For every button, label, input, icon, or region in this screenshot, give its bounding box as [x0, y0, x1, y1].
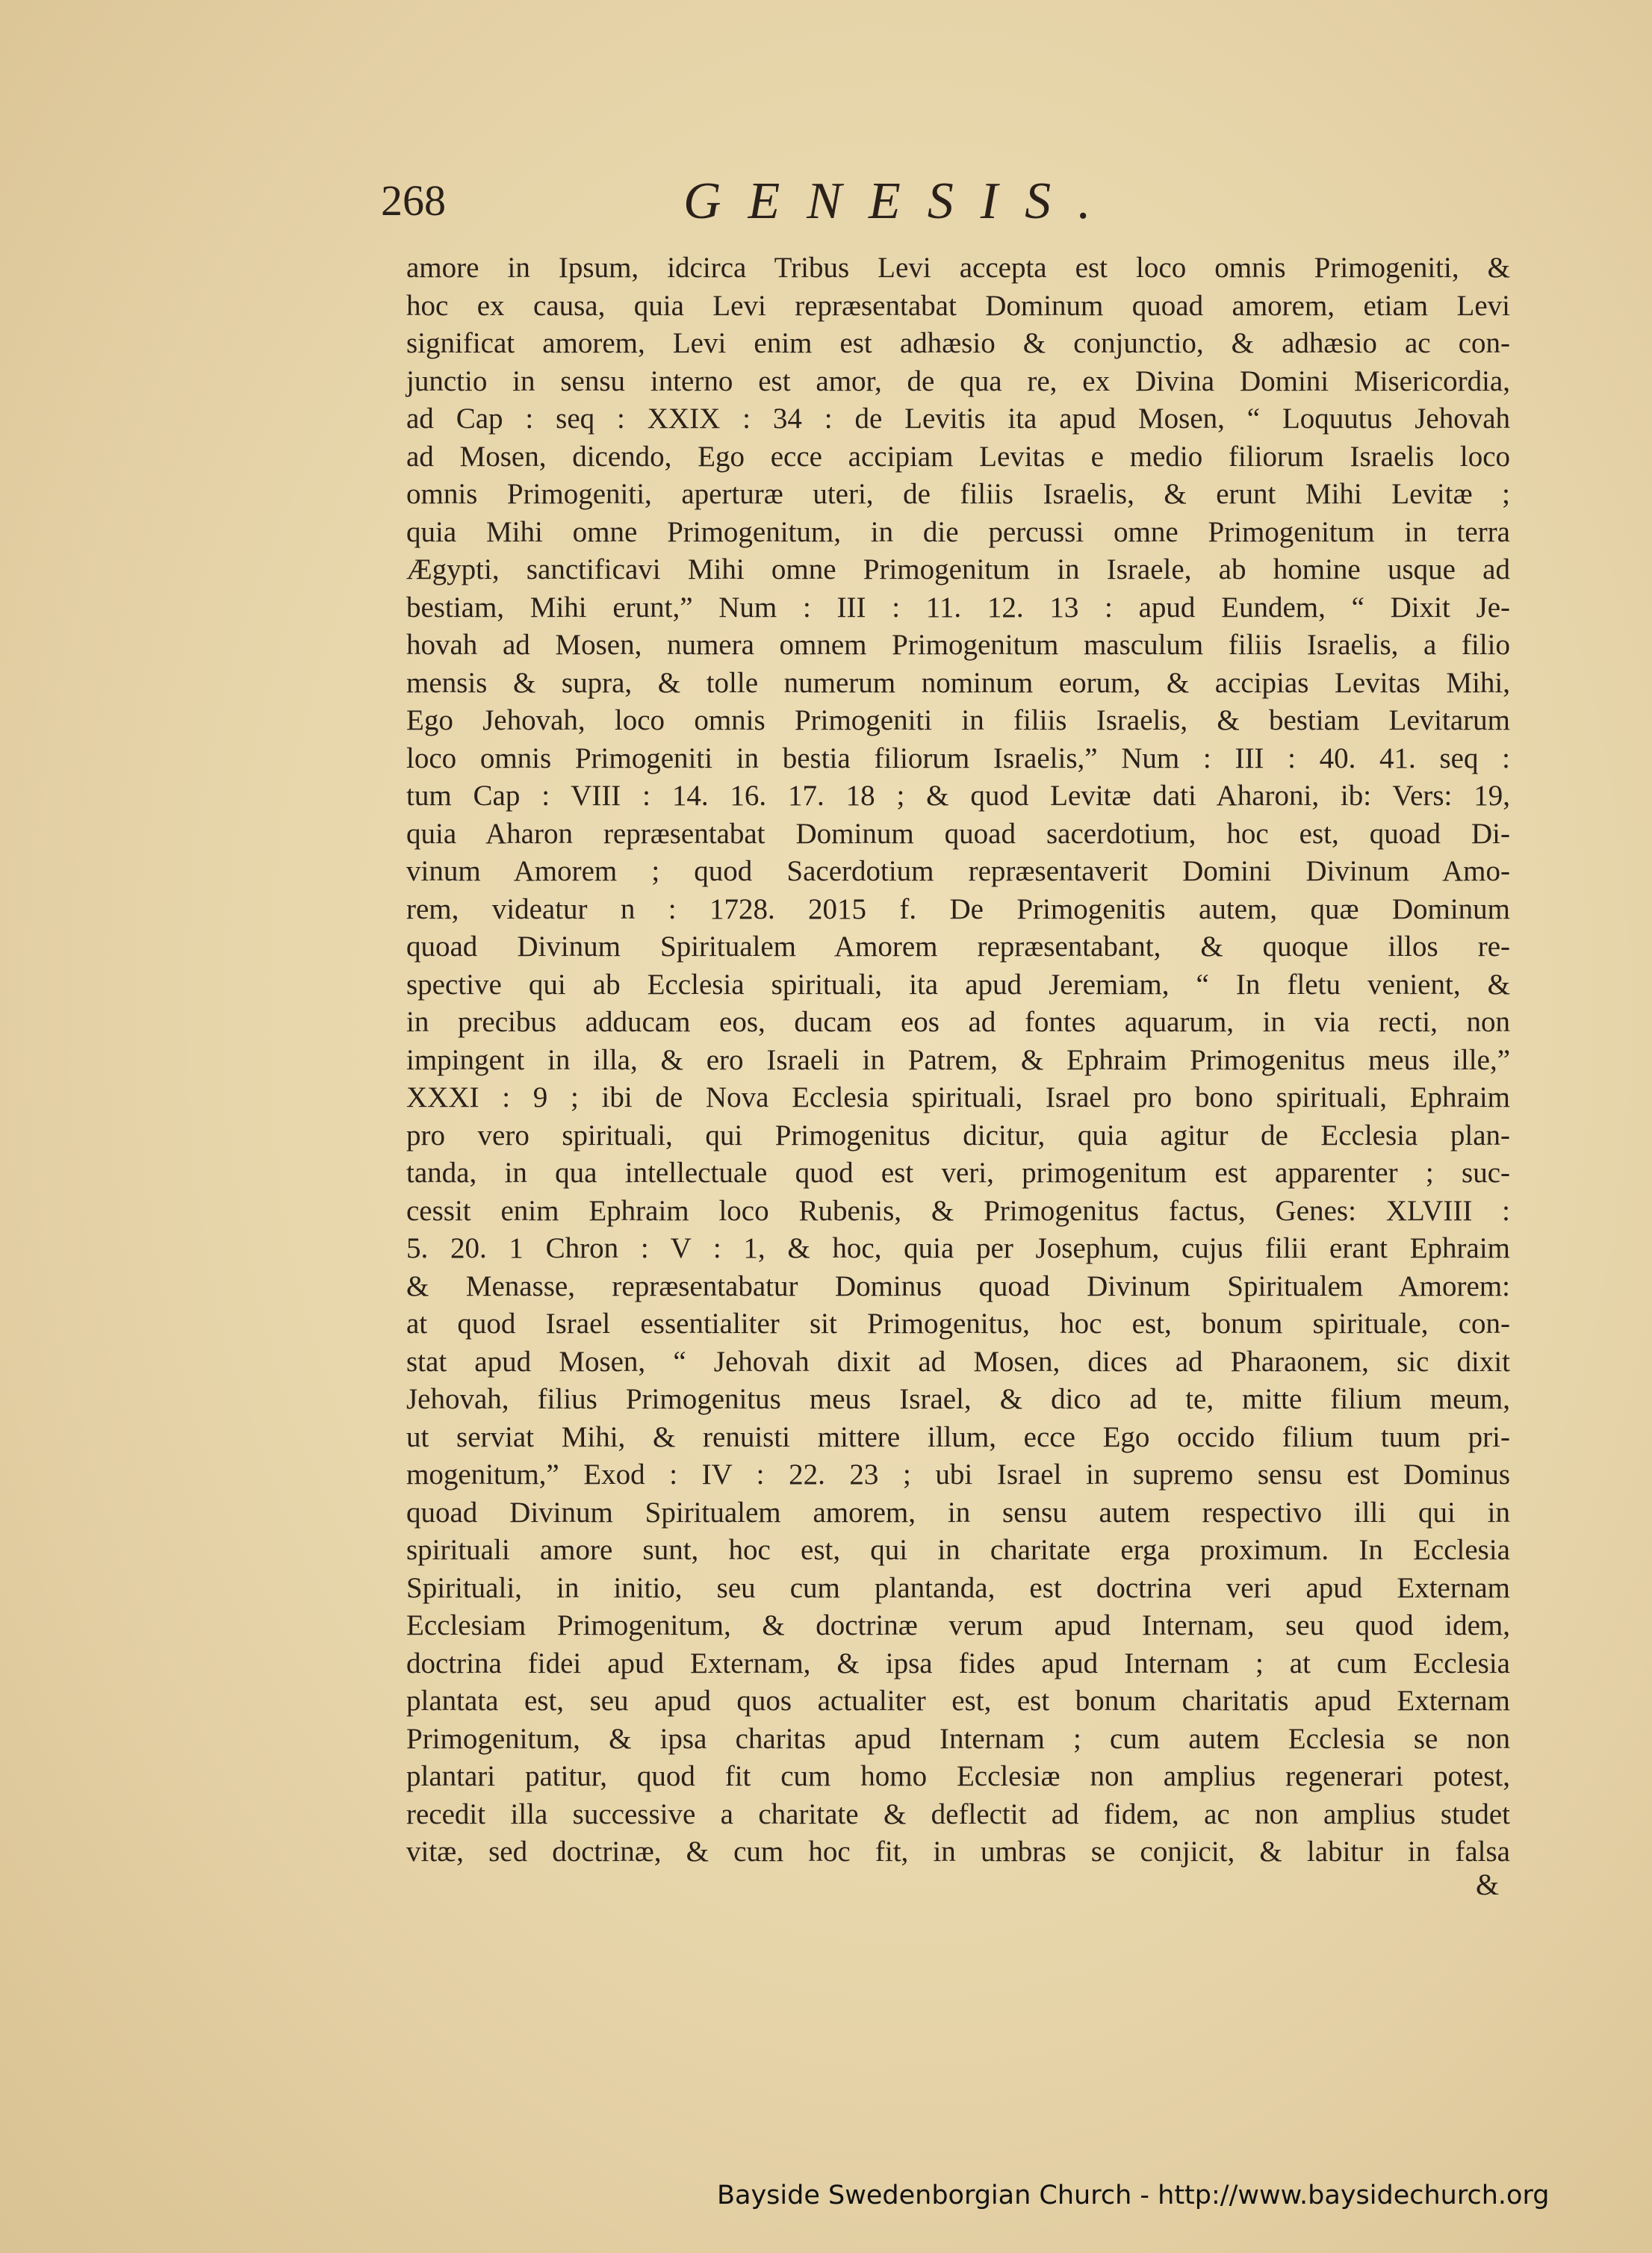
text-line: impingent in illa, & ero Israeli in Patrem, & Ephraim Primogenitus meus ille,”: [406, 1043, 1510, 1076]
text-line: junctio in sensu interno est amor, de qua re, ex Divina Domini Misericordia,: [406, 364, 1510, 397]
text-line: plantata est, seu apud quos actualiter est, est bonum charitatis apud Externam: [406, 1685, 1510, 1717]
text-line: Primogenitum, & ipsa charitas apud Internam ; cum autem Ecclesia se non: [406, 1722, 1510, 1755]
text-line: significat amorem, Levi enim est adhæsio & conjunctio, & adhæsio ac con-: [406, 327, 1510, 359]
text-line: cessit enim Ephraim loco Rubenis, & Primogenitus factus, Genes: XLVIII :: [406, 1194, 1510, 1227]
text-line: tum Cap : VIII : 14. 16. 17. 18 ; & quod Levitæ dati Aharoni, ib: Vers: 19,: [406, 780, 1510, 812]
text-line: XXXI : 9 ; ibi de Nova Ecclesia spirituali, Israel pro bono spirituali, Ephraim: [406, 1081, 1510, 1113]
text-line: omnis Primogeniti, aperturæ uteri, de filiis Israelis, & erunt Mihi Levitæ ;: [406, 478, 1510, 510]
text-line: mensis & supra, & tolle numerum nominum eorum, & accipias Levitas Mihi,: [406, 666, 1510, 699]
text-line: Ego Jehovah, loco omnis Primogeniti in filiis Israelis, & bestiam Levitarum: [406, 704, 1510, 736]
page-number: 268: [381, 176, 446, 225]
text-line: at quod Israel essentialiter sit Primogenitus, hoc est, bonum spirituale, con-: [406, 1308, 1510, 1340]
footer-credit: Bayside Swedenborgian Church - http://www.baysidechurch.org: [717, 2181, 1550, 2210]
text-line: hoc ex causa, quia Levi repræsentabat Dominum quoad amorem, etiam Levi: [406, 289, 1510, 322]
text-line: vinum Amorem ; quod Sacerdotium repræsentaverit Domini Divinum Amo-: [406, 855, 1510, 887]
text-line: recedit illa successive a charitate & deflectit ad fidem, ac non amplius studet: [406, 1797, 1510, 1830]
text-line: ad Mosen, dicendo, Ego ecce accipiam Levitas e medio filiorum Israelis loco: [406, 440, 1510, 473]
text-line: Spirituali, in initio, seu cum plantanda, est doctrina veri apud Externam: [406, 1571, 1510, 1604]
text-line: hovah ad Mosen, numera omnem Primogenitum masculum filiis Israelis, a filio: [406, 629, 1510, 661]
text-line: Ægypti, sanctificavi Mihi omne Primogenitum in Israele, ab homine usque ad: [406, 553, 1510, 585]
text-line: in precibus adducam eos, ducam eos ad fontes aquarum, in via recti, non: [406, 1006, 1510, 1038]
text-line: 5. 20. 1 Chron : V : 1, & hoc, quia per Josephum, cujus filii erant Ephraim: [406, 1232, 1510, 1264]
text-line: quoad Divinum Spiritualem amorem, in sensu autem respectivo illi qui in: [406, 1496, 1510, 1529]
catchword: &: [1476, 1868, 1500, 1901]
text-line: vitæ, sed doctrinæ, & cum hoc fit, in umbras se conjicit, & labitur in falsa: [406, 1836, 1510, 1868]
text-line: quoad Divinum Spiritualem Amorem repræsentabant, & quoque illos re-: [406, 930, 1510, 963]
text-line: tanda, in qua intellectuale quod est veri, primogenitum est apparenter ; suc-: [406, 1157, 1510, 1189]
text-line: mogenitum,” Exod : IV : 22. 23 ; ubi Israel in supremo sensu est Dominus: [406, 1458, 1510, 1491]
text-line: rem, videatur n : 1728. 2015 f. De Primogenitis autem, quæ Dominum: [406, 892, 1510, 925]
text-line: quia Aharon repræsentabat Dominum quoad sacerdotium, hoc est, quoad Di-: [406, 817, 1510, 850]
text-line: stat apud Mosen, “ Jehovah dixit ad Mosen, dices ad Pharaonem, sic dixit: [406, 1345, 1510, 1378]
text-line: & Menasse, repræsentabatur Dominus quoad Divinum Spiritualem Amorem:: [406, 1270, 1510, 1302]
text-line: ut serviat Mihi, & renuisti mittere illum, ecce Ego occido filium tuum pri-: [406, 1420, 1510, 1453]
text-line: spective qui ab Ecclesia spirituali, ita apud Jeremiam, “ In fletu venient, &: [406, 968, 1510, 1001]
text-line: pro vero spirituali, qui Primogenitus dicitur, quia agitur de Ecclesia plan-: [406, 1119, 1510, 1152]
body-text: [406, 249, 1510, 1871]
text-line: loco omnis Primogeniti in bestia filiorum Israelis,” Num : III : 40. 41. seq :: [406, 742, 1510, 774]
text-line: plantari patitur, quod fit cum homo Ecclesiæ non amplius regenerari potest,: [406, 1760, 1510, 1792]
text-line: bestiam, Mihi erunt,” Num : III : 11. 12. 13 : apud Eundem, “ Dixit Je-: [406, 591, 1510, 624]
text-line: quia Mihi omne Primogenitum, in die percussi omne Primogenitum in terra: [406, 515, 1510, 548]
text-line: spirituali amore sunt, hoc est, qui in charitate erga proximum. In Ecclesia: [406, 1534, 1510, 1566]
text-line: Ecclesiam Primogenitum, & doctrinæ verum apud Internam, seu quod idem,: [406, 1609, 1510, 1641]
running-title: GENESIS.: [683, 173, 1118, 230]
text-line: Jehovah, filius Primogenitus meus Israel, & dico ad te, mitte filium meum,: [406, 1383, 1510, 1415]
text-line: doctrina fidei apud Externam, & ipsa fides apud Internam ; at cum Ecclesia: [406, 1647, 1510, 1679]
text-line: ad Cap : seq : XXIX : 34 : de Levitis ita apud Mosen, “ Loquutus Jehovah: [406, 403, 1510, 435]
text-line: amore in Ipsum, idcirca Tribus Levi accepta est loco omnis Primogeniti, &: [406, 252, 1510, 284]
